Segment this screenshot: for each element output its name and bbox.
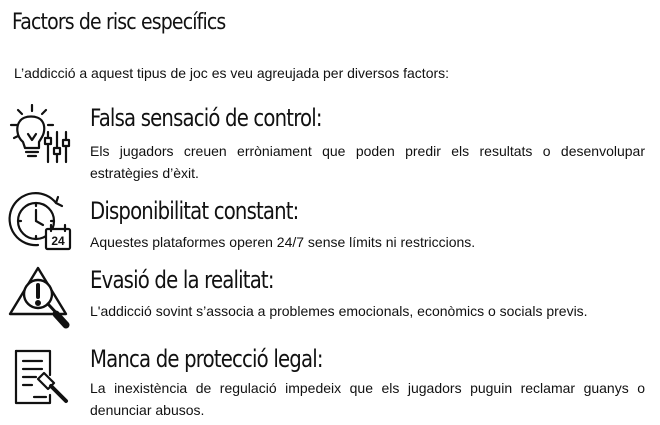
- factor-description: Els jugadors creuen erròniament que poden predir els resultats o desenvolupar estratègies d’èxit.: [90, 143, 645, 181]
- factor-heading: Evasió de la realitat:: [90, 266, 274, 294]
- clock-24-icon: [8, 189, 76, 257]
- factor-description: Aquestes plataformes operen 24/7 sense límits ni restriccions.: [90, 234, 476, 250]
- factor-heading: Manca de protecció legal:: [90, 345, 323, 373]
- intro-text: L’addicció a aquest tipus de joc es veu agreujada per diversos factors:: [14, 65, 450, 81]
- lightbulb-sliders-icon: [8, 104, 76, 172]
- factor-heading: Falsa sensació de control:: [90, 104, 322, 132]
- factor-heading: Disponibilitat constant:: [90, 197, 299, 225]
- factor-description: La inexistència de regulació impedeix que els jugadors puguin reclamar guanys o denunciar abusos.: [90, 380, 645, 418]
- warning-magnifier-icon: [8, 264, 76, 332]
- svg-text:24: 24: [51, 234, 65, 248]
- factor-description: L'addicció sovint s’associa a problemes emocionals, econòmics o socials previs.: [90, 303, 588, 319]
- page-title: Factors de risc específics: [12, 10, 226, 35]
- document-gavel-icon: [8, 345, 76, 413]
